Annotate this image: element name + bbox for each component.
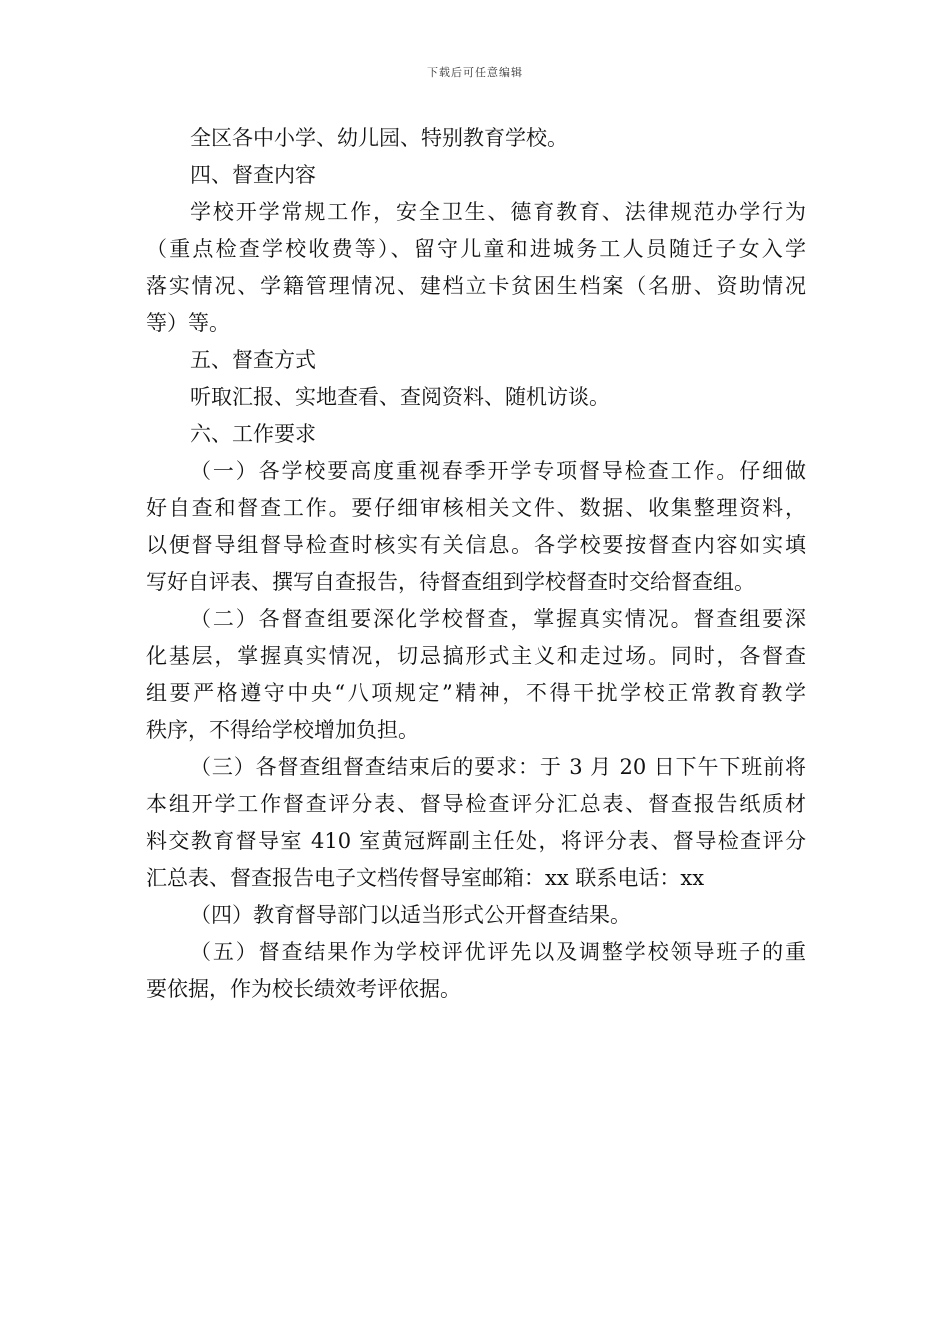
paragraph-content-line-1: 学校开学常规工作，安全卫生、德育教育、法律规范办学行为 xyxy=(190,200,806,224)
paragraph-req1-line-4: 写好自评表、撰写自查报告，待督查组到学校督查时交给督查组。 xyxy=(146,570,755,594)
paragraph-req1-line-3: 以便督导组督导检查时核实有关信息。各学校要按督查内容如实填 xyxy=(146,533,806,557)
paragraph-req2-line-3: 组要严格遵守中央“八项规定”精神，不得干扰学校正常教育教学 xyxy=(146,681,806,705)
paragraph-req4-line-1: （四）教育督导部门以适当形式公开督查结果。 xyxy=(190,903,631,927)
paragraph-req3-line-3: 料交教育督导室 410 室黄冠辉副主任处，将评分表、督导检查评分 xyxy=(146,829,806,853)
paragraph-method-line: 听取汇报、实地查看、查阅资料、随机访谈。 xyxy=(190,385,610,409)
paragraph-req3-line-1: （三）各督查组督查结束后的要求：于 3 月 20 日下午下班前将 xyxy=(190,755,806,779)
paragraph-content-line-2: （重点检查学校收费等）、留守儿童和进城务工人员随迁子女入学 xyxy=(146,237,806,261)
paragraph-req3-line-4: 汇总表、督查报告电子文档传督导室邮箱：xx 联系电话：xx xyxy=(146,866,705,890)
paragraph-scope-line: 全区各中小学、幼儿园、特别教育学校。 xyxy=(190,126,568,150)
section-heading-content: 四、督查内容 xyxy=(190,163,316,187)
document-body xyxy=(146,120,806,1008)
paragraph-content-line-4: 等）等。 xyxy=(146,311,230,335)
page-header: 下载后可任意编辑 xyxy=(427,66,523,79)
paragraph-req3-line-2: 本组开学工作督查评分表、督导检查评分汇总表、督查报告纸质材 xyxy=(146,792,806,816)
paragraph-req2-line-2: 化基层，掌握真实情况，切忌搞形式主义和走过场。同时，各督查 xyxy=(146,644,806,668)
paragraph-req5-line-2: 要依据，作为校长绩效考评依据。 xyxy=(146,977,461,1001)
paragraph-content-line-3: 落实情况、学籍管理情况、建档立卡贫困生档案（名册、资助情况 xyxy=(146,274,806,298)
section-heading-method: 五、督查方式 xyxy=(190,348,316,372)
paragraph-req1-line-1: （一）各学校要高度重视春季开学专项督导检查工作。仔细做 xyxy=(190,459,806,483)
paragraph-req5-line-1: （五）督查结果作为学校评优评先以及调整学校领导班子的重 xyxy=(190,940,806,964)
paragraph-req1-line-2: 好自查和督查工作。要仔细审核相关文件、数据、收集整理资料， xyxy=(146,496,806,520)
paragraph-req2-line-1: （二）各督查组要深化学校督查，掌握真实情况。督查组要深 xyxy=(190,607,806,631)
section-heading-requirements: 六、工作要求 xyxy=(190,422,316,446)
paragraph-req2-line-4: 秩序，不得给学校增加负担。 xyxy=(146,718,419,742)
